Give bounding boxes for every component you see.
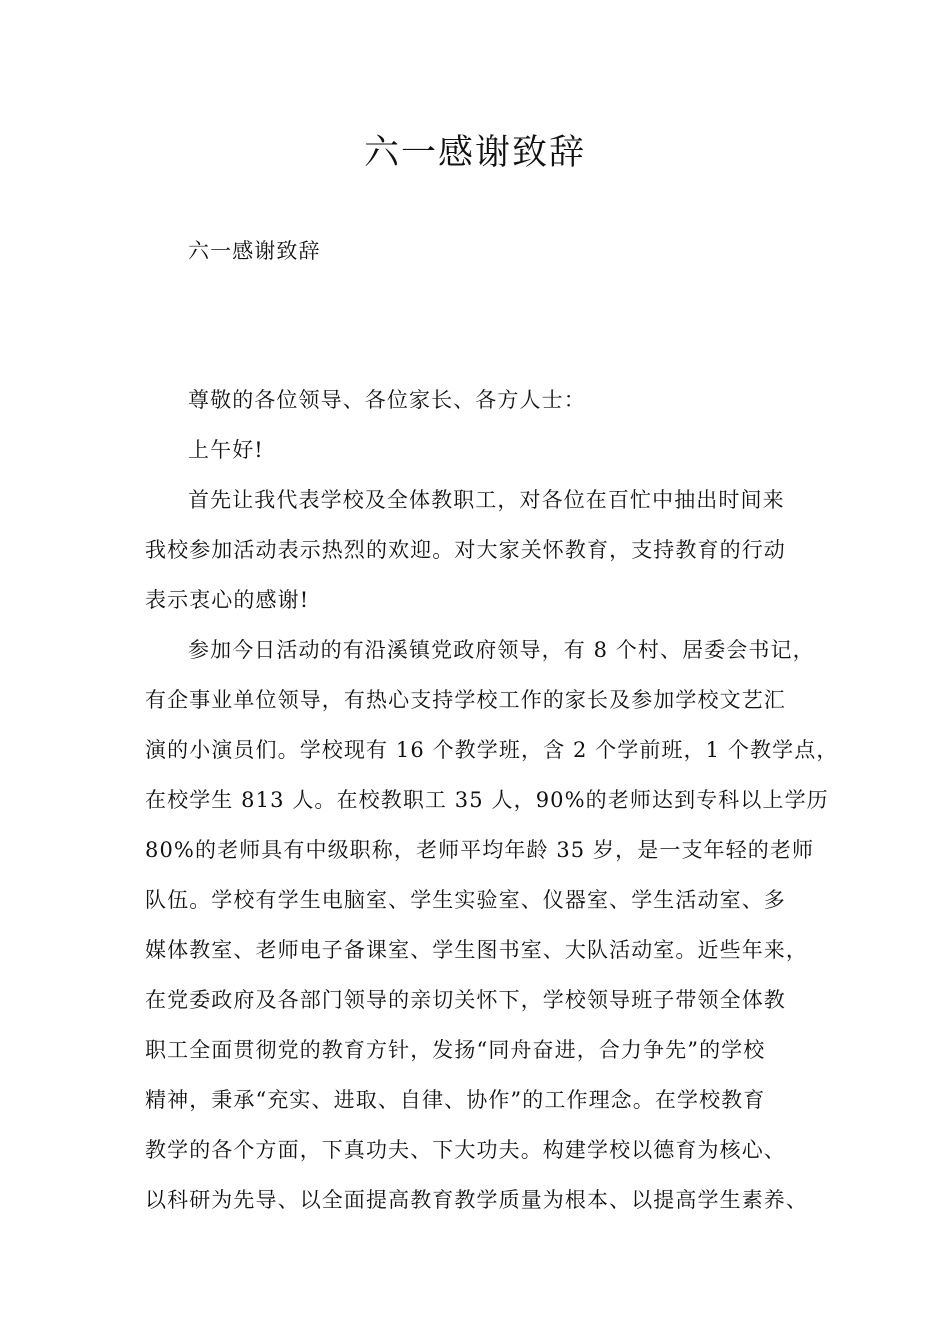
- paragraph-2-line-2: 有企事业单位领导，有热心支持学校工作的家长及参加学校文艺汇: [145, 688, 786, 712]
- paragraph-2-line-9: 职工全面贯彻党的教育方针，发扬“同舟奋进，合力争先”的学校: [145, 1038, 766, 1062]
- document-subtitle: 六一感谢致辞: [188, 239, 321, 263]
- paragraph-1-line-2: 我校参加活动表示热烈的欢迎。对大家关怀教育，支持教育的行动: [145, 538, 786, 562]
- paragraph-2-line-1: 参加今日活动的有沿溪镇党政府领导，有 8 个村、居委会书记，: [188, 638, 815, 662]
- paragraph-2-line-10: 精神，秉承“充实、进取、自律、协作”的工作理念。在学校教育: [145, 1088, 766, 1112]
- greeting: 上午好!: [188, 438, 264, 462]
- paragraph-2-line-11: 教学的各个方面，下真功夫、下大功夫。构建学校以德育为核心、: [145, 1138, 786, 1162]
- paragraph-2-line-12: 以科研为先导、以全面提高教育教学质量为根本、以提高学生素养、: [145, 1188, 808, 1212]
- salutation: 尊敬的各位领导、各位家长、各方人士：: [188, 388, 586, 412]
- paragraph-2-line-5: 80%的老师具有中级职称，老师平均年龄 35 岁，是一支年轻的老师: [145, 838, 815, 862]
- paragraph-2-line-8: 在党委政府及各部门领导的亲切关怀下，学校领导班子带领全体教: [145, 988, 786, 1012]
- paragraph-2-line-7: 媒体教室、老师电子备课室、学生图书室、大队活动室。近些年来，: [145, 938, 808, 962]
- paragraph-1-line-3: 表示衷心的感谢!: [145, 588, 310, 612]
- paragraph-2-line-4: 在校学生 813 人。在校教职工 35 人，90%的老师达到专科以上学历: [145, 788, 829, 812]
- document-title: 六一感谢致辞: [363, 133, 586, 173]
- paragraph-2-line-6: 队伍。学校有学生电脑室、学生实验室、仪器室、学生活动室、多: [145, 888, 786, 912]
- paragraph-2-line-3: 演的小演员们。学校现有 16 个教学班，含 2 个学前班，1 个教学点，: [145, 738, 839, 762]
- paragraph-1-line-1: 首先让我代表学校及全体教职工，对各位在百忙中抽出时间来: [188, 488, 785, 512]
